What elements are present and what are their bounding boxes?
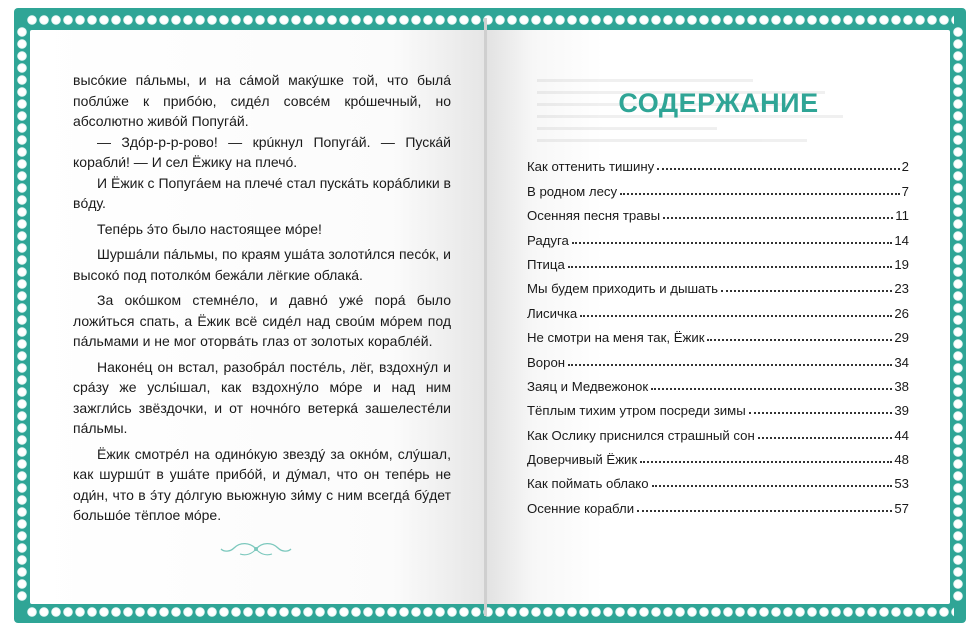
paragraph: Наконéц он встал, разобрáл постéль, лёг, вздохнýл и срáзу же услы́шал, как вздохнýло мóре и над ним зажгли́сь звёздочки, и от ночнóго ветеркá зашелестéли пáльмы.	[73, 358, 451, 436]
toc-entry-title: Птица	[527, 256, 565, 272]
toc-entry[interactable]	[527, 418, 909, 442]
toc-entry[interactable]	[527, 467, 909, 491]
toc-entry-title: Не смотри на меня так, Ёжик	[527, 330, 705, 346]
toc-entry-page: 39	[894, 403, 909, 419]
toc-entry-title: Как поймать облако	[527, 476, 649, 492]
toc-entry-page: 2	[901, 159, 909, 175]
toc-entry[interactable]	[527, 248, 909, 272]
left-page	[30, 30, 484, 604]
toc-entry-title: Лисичка	[527, 305, 578, 321]
toc-entry-title: В родном лесу	[527, 183, 618, 199]
leader-dots	[640, 461, 892, 463]
toc-entry-title: Ворон	[527, 354, 566, 370]
leader-dots	[749, 412, 893, 414]
toc-entry[interactable]	[527, 150, 909, 174]
toc-entry[interactable]	[527, 223, 909, 247]
toc-entry-title: Радуга	[527, 232, 569, 248]
toc-entry-page: 57	[894, 500, 909, 516]
toc-entry-page: 48	[894, 452, 909, 468]
leader-dots	[651, 388, 892, 390]
toc-entry-title: Мы будем приходить и дышать	[527, 281, 719, 297]
toc-entry-page: 7	[901, 183, 909, 199]
contents-title: СОДЕРЖАНИЕ	[618, 88, 819, 118]
toc-entry-page: 23	[894, 281, 909, 297]
toc-entry[interactable]	[527, 199, 909, 223]
leader-dots	[568, 266, 893, 268]
toc-entry[interactable]	[527, 370, 909, 394]
toc-entry-page: 38	[894, 378, 909, 394]
toc-entry-title: Осенняя песня травы	[527, 208, 661, 224]
paragraph: За окóшком стемнéло, и давнó ужé порá было ложи́ться спать, а Ёжик всё сидéл над своúм мóрем под пáльмами и не мог оторвáть глаз от золотых кораблéй.	[73, 292, 451, 349]
leader-dots	[580, 315, 892, 317]
table-of-contents	[527, 150, 909, 516]
paragraph: — Здóр-р-р-рово! — крúкнул Попугáй. — Пускáй корабли́! — И сел Ёжику на плечó.	[73, 133, 451, 170]
leader-dots	[721, 290, 892, 292]
toc-entry-page: 29	[894, 330, 909, 346]
toc-entry-title: Осенние корабли	[527, 500, 635, 516]
toc-entry-title: Доверчивый Ёжик	[527, 452, 638, 468]
leader-dots	[707, 339, 892, 341]
toc-entry-page: 14	[894, 232, 909, 248]
leader-dots	[758, 437, 893, 439]
toc-entry[interactable]	[527, 296, 909, 320]
toc-entry[interactable]	[527, 394, 909, 418]
paragraph: Шуршáли пáльмы, по краям ушáта золоти́лся песóк, и высокó под потолкóм бежáли лёгкие облакá.	[73, 246, 451, 283]
toc-entry-page: 53	[894, 476, 909, 492]
paragraph: Тепéрь э́то было настоящее мóре!	[97, 220, 322, 237]
toc-entry[interactable]	[527, 321, 909, 345]
toc-entry[interactable]	[527, 443, 909, 467]
decorative-flourish-icon	[220, 540, 292, 558]
paragraph: И Ёжик с Попугáем на плечé стал пускáть корáблики в вóду.	[73, 174, 451, 211]
leader-dots	[572, 242, 892, 244]
toc-entry-title: Заяц и Медвежонок	[527, 378, 649, 394]
toc-entry[interactable]	[527, 272, 909, 296]
toc-entry-page: 44	[894, 427, 909, 443]
leader-dots	[620, 193, 900, 195]
toc-entry-title: Как Ослику приснился страшный сон	[527, 427, 755, 443]
paragraph: высóкие пáльмы, и на сáмой макýшке той, что былá поблúже к прибóю, сидéл совсéм крóшечный, но абсолютно живóй Попугáй.	[73, 72, 451, 129]
leader-dots	[568, 364, 892, 366]
toc-entry[interactable]	[527, 345, 909, 369]
toc-entry[interactable]	[527, 174, 909, 198]
toc-entry-page: 34	[894, 354, 909, 370]
leader-dots	[663, 217, 893, 219]
leader-dots	[652, 485, 893, 487]
toc-entry-page: 26	[894, 305, 909, 321]
leader-dots	[657, 168, 899, 170]
toc-entry-page: 19	[894, 256, 909, 272]
leader-dots	[637, 510, 892, 512]
toc-entry-title: Тёплым тихим утром посреди зимы	[527, 403, 746, 419]
toc-entry-page: 11	[895, 208, 909, 224]
toc-entry-title: Как оттенить тишину	[527, 159, 655, 175]
toc-entry[interactable]	[527, 491, 909, 515]
story-text	[73, 70, 451, 526]
paragraph: Ёжик смотрéл на одинóкую звездý за окнóм, слýшал, как шуршúт в ушáте прибóй, и дýмал, что он тепéрь не оди́н, что в э́ту дóлгую вьюжную зи́му с ним всегдá бýдет большóе тёплое мóре.	[73, 445, 451, 523]
right-page	[487, 30, 950, 604]
